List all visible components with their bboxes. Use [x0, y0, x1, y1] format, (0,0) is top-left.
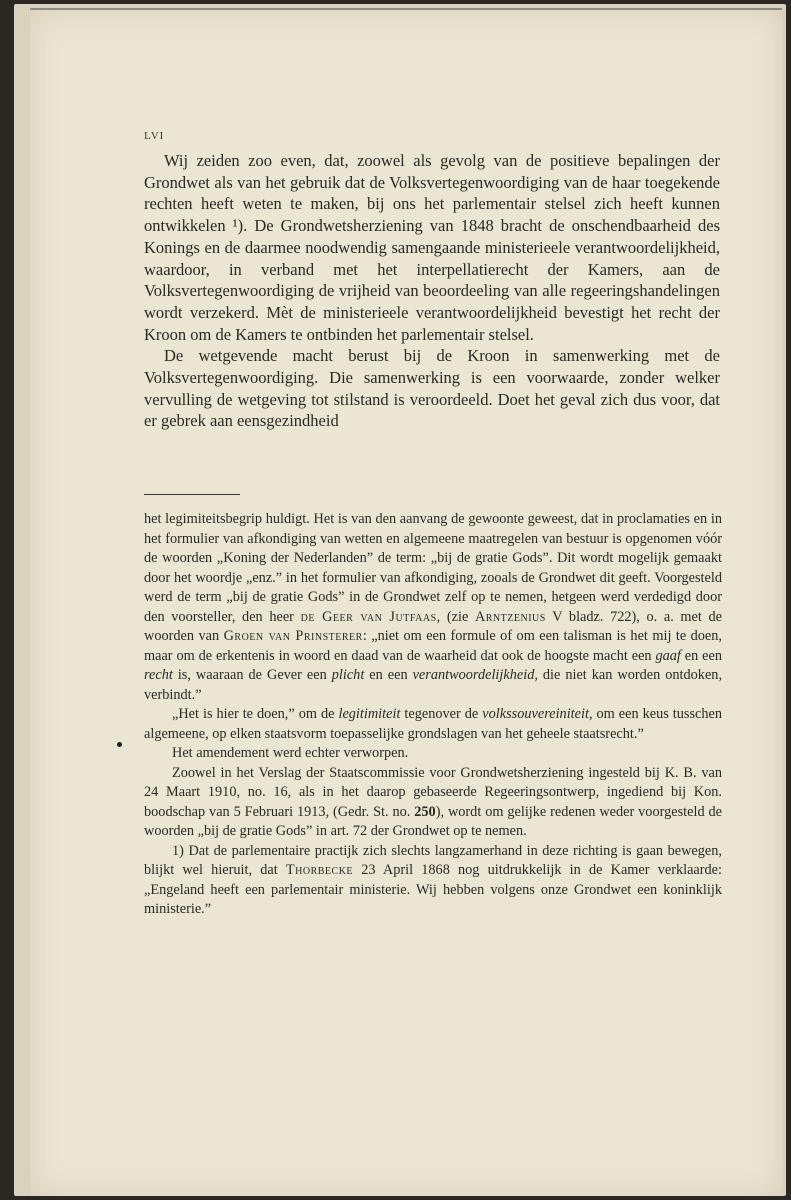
note-paragraph-3: Het amendement werd echter verworpen.: [172, 745, 409, 761]
footnote-1: 1) Dat de parlementaire practijk zich slechts langzamerhand in deze richting is gaan bewegen, blijkt wel hieruit, dat Thorbecke 23 April 1868 nog uitdrukkelijk in de Kamer verklaarde: „Engeland heeft een parlementair ministerie. Wij hebben volgens onze Grondwet een koninklijk ministerie.”: [144, 842, 722, 917]
footnote-separator: [144, 494, 240, 495]
paragraph-2: De wetgevende macht berust bij de Kroon in samenwerking met de Volksvertegenwoordiging. Die samenwerking is een voorwaarde, zonder welker vervulling de wetgeving tot stilstand is veroordeeld. Doet het geval zich dus voor, dat er gebrek aan eensgezindheid: [144, 346, 720, 431]
note-paragraph-1: het legimiteitsbegrip huldigt. Het is van den aanvang de gewoonte geweest, dat in proclamaties en in het formulier van afkondiging van wetten en algemeene maatregelen van bestuur is opgenomen vóór de woorden „Koning der Nederlanden” de term: „bij de gratie Gods”. Dit wordt mogelijk gemaakt door het woordje „enz.” in het formulier van afkondiging, zooals de Grondwet dit geeft. Voorgesteld werd de term „bij de gratie Gods” in de Grondwet zelf op te nemen, hetgeen werd verdedigd door den voorsteller, den heer de Geer van Jutfaas, (zie Arntzenius V bladz. 722), o. a. met de woorden van Groen van Prinsterer: „niet om een formule of om een talisman is het mij te doen, maar om de erkentenis in woord en daad van de waarheid dat ook de hoogste macht een gaaf en een recht is, waaraan de Gever een plicht en een verantwoordelijkheid, die niet kan worden ontdoken, verbindt.”: [144, 511, 723, 703]
footnotes: [144, 510, 722, 920]
page-number: LVI: [144, 130, 165, 142]
note-paragraph-4: Zoowel in het Verslag der Staatscommissie voor Grondwetsherziening ingesteld bij K. B. van 24 Maart 1910, no. 16, als in het daarop gebaseerde Regeeringsontwerp, ingediend bij Kon. boodschap van 5 Februari 1913, (Gedr. St. no. 250), wordt om gelijke redenen weder voorgesteld de woorden „bij de gratie Gods” in art. 72 der Grondwet op te nemen.: [144, 764, 722, 839]
paragraph-1: Wij zeiden zoo even, dat, zoowel als gevolg van de positieve bepalingen der Grondwet als van het gebruik dat de Volksvertegenwoordiging van de haar toegekende rechten heeft weten te maken, bij ons het parlementair stelsel zich heeft kunnen ontwikkelen ¹). De Grondwetsherziening van 1848 bracht de onschendbaarheid des Konings en de daarmee noodwendig samengaande ministerieele verantwoordelijkheid, waardoor, in verband met het interpellatierecht der Kamers, aan de Volksvertegenwoordiging de vrijheid van beoordeeling van alle regeeringshandelingen wordt verzekerd. Mèt de ministerieele verantwoordelijkheid bevestigt het recht der Kroon om de Kamers te ontbinden het parlementair stelsel.: [144, 151, 720, 344]
margin-dot: [117, 742, 122, 747]
page-edges: [20, 6, 30, 1192]
main-text: [144, 150, 720, 432]
note-paragraph-2: „Het is hier te doen,” om de legitimiteit tegenover de volkssouvereiniteit, om een keus tusschen algemeene, op elken staatsvorm toepasselijke grondslagen van het geheele staatsrecht.”: [144, 706, 723, 742]
